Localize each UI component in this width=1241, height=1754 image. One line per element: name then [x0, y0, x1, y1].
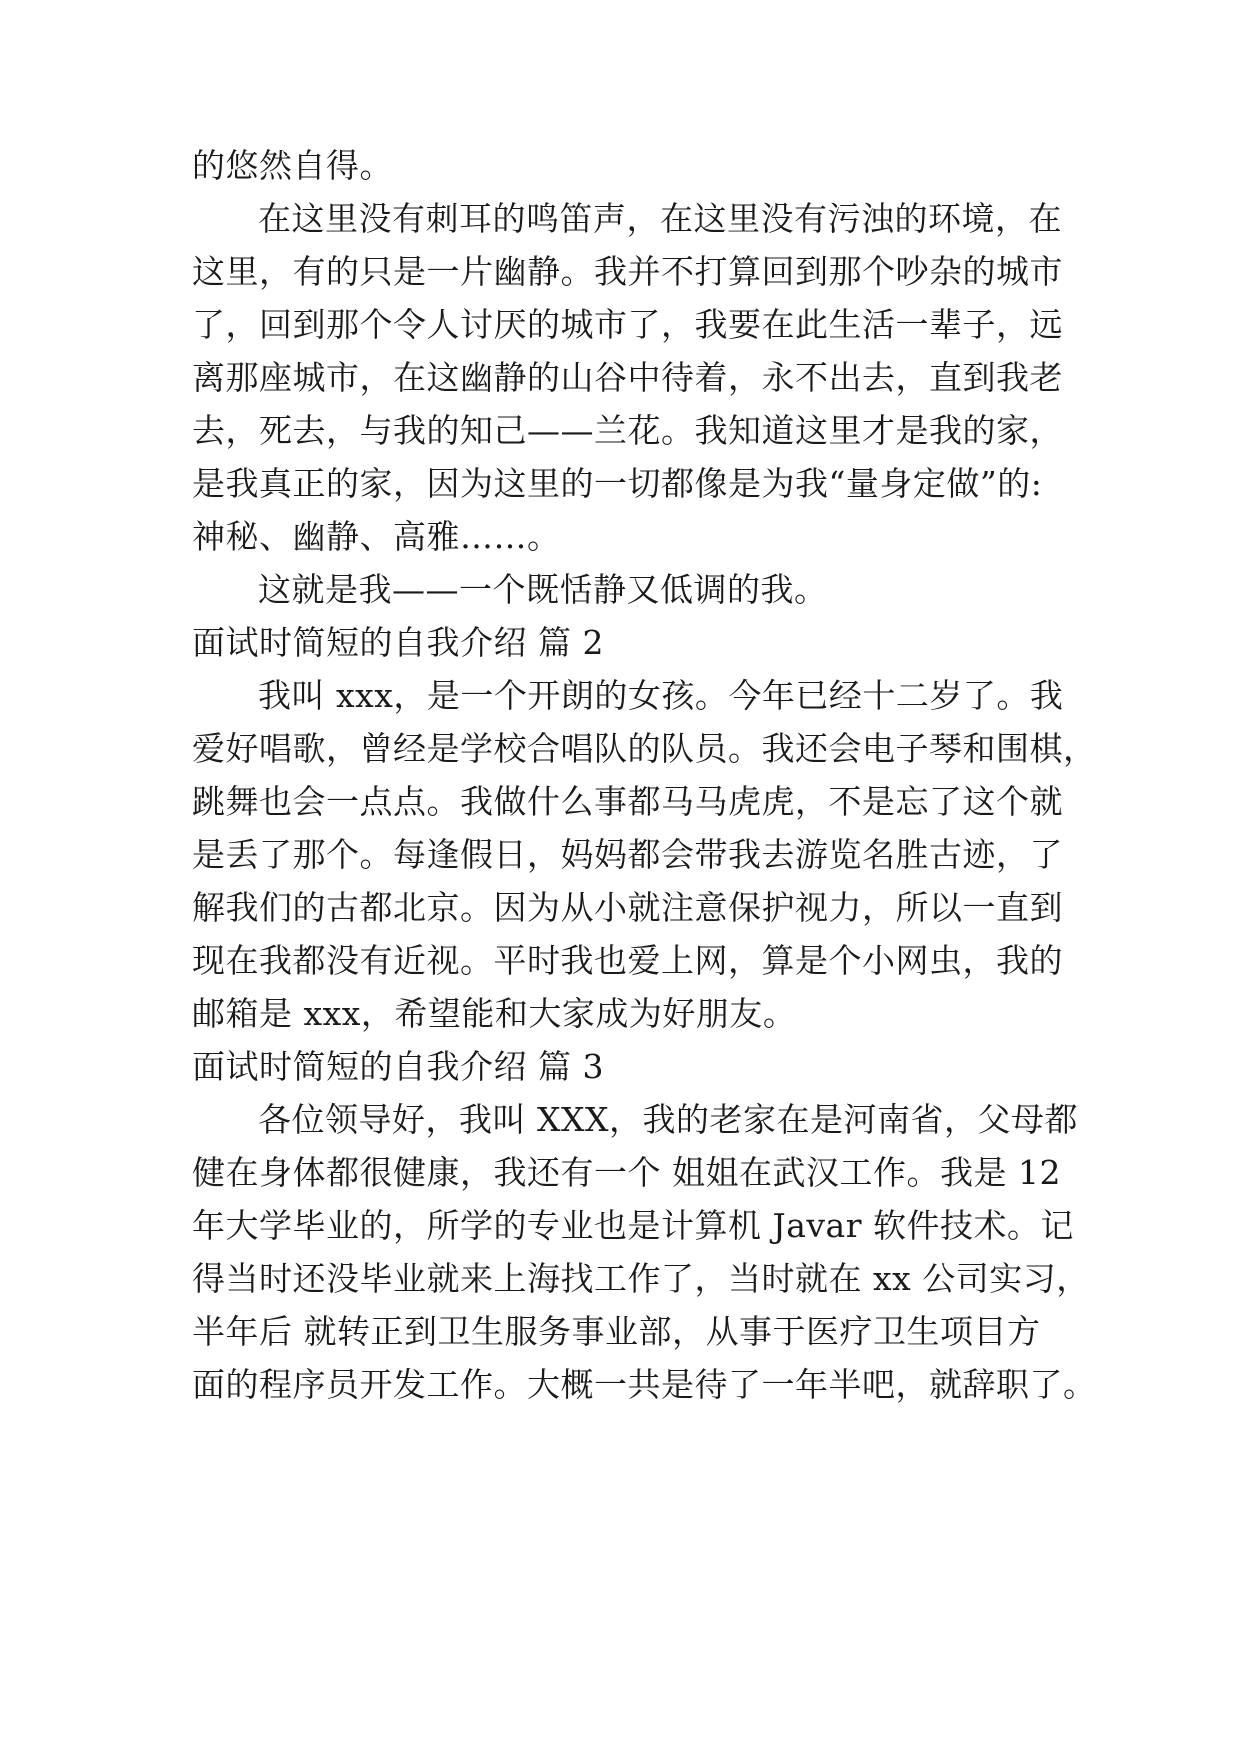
paragraph-line: 邮箱是 xxx，希望能和大家成为好朋友。 [192, 994, 797, 1033]
section-heading: 面试时简短的自我介绍 篇 3 [192, 1047, 604, 1086]
paragraph-line: 离那座城市，在这幽静的山谷中待着，永不出去，直到我老 [192, 358, 1063, 397]
paragraph-line: 这就是我——一个既恬静又低调的我。 [258, 570, 828, 609]
paragraph-line: 是我真正的家，因为这里的一切都像是为我“量身定做”的: [192, 464, 1043, 503]
paragraph-line: 在这里没有刺耳的鸣笛声，在这里没有污浊的环境，在 [258, 199, 1062, 238]
paragraph-line: 神秘、幽静、高雅……。 [192, 517, 561, 556]
paragraph-line: 去，死去，与我的知己——兰花。我知道这里才是我的家， [192, 411, 1063, 450]
section-heading: 面试时简短的自我介绍 篇 2 [192, 623, 604, 662]
paragraph-line: 了，回到那个令人讨厌的城市了，我要在此生活一辈子，远 [192, 305, 1063, 344]
paragraph-line: 面的程序员开发工作。大概一共是待了一年半吧，就辞职了。 [192, 1365, 1097, 1404]
paragraph-line: 爱好唱歌，曾经是学校合唱队的队员。我还会电子琴和围棋， [192, 729, 1097, 768]
paragraph-line: 半年后 就转正到卫生服务事业部，从事于医疗卫生项目方 [192, 1312, 1041, 1351]
paragraph-line: 是丢了那个。每逢假日，妈妈都会带我去游览名胜古迹，了 [192, 835, 1063, 874]
paragraph-line: 我叫 xxx，是一个开朗的女孩。今年已经十二岁了。我 [258, 676, 1064, 715]
paragraph-line: 现在我都没有近视。平时我也爱上网，算是个小网虫，我的 [192, 941, 1063, 980]
paragraph-line: 得当时还没毕业就来上海找工作了，当时就在 xx 公司实习， [192, 1259, 1090, 1298]
paragraph-line: 这里，有的只是一片幽静。我并不打算回到那个吵杂的城市 [192, 252, 1063, 291]
paragraph-line: 跳舞也会一点点。我做什么事都马马虎虎，不是忘了这个就 [192, 782, 1063, 821]
paragraph-line: 年大学毕业的，所学的专业也是计算机 Javar 软件技术。记 [192, 1206, 1074, 1245]
paragraph-line: 各位领导好，我叫 XXX，我的老家在是河南省，父母都 [258, 1100, 1078, 1139]
paragraph-line: 的悠然自得。 [192, 146, 393, 185]
paragraph-line: 解我们的古都北京。因为从小就注意保护视力，所以一直到 [192, 888, 1063, 927]
paragraph-line: 健在身体都很健康，我还有一个 姐姐在武汉工作。我是 12 [192, 1153, 1061, 1192]
